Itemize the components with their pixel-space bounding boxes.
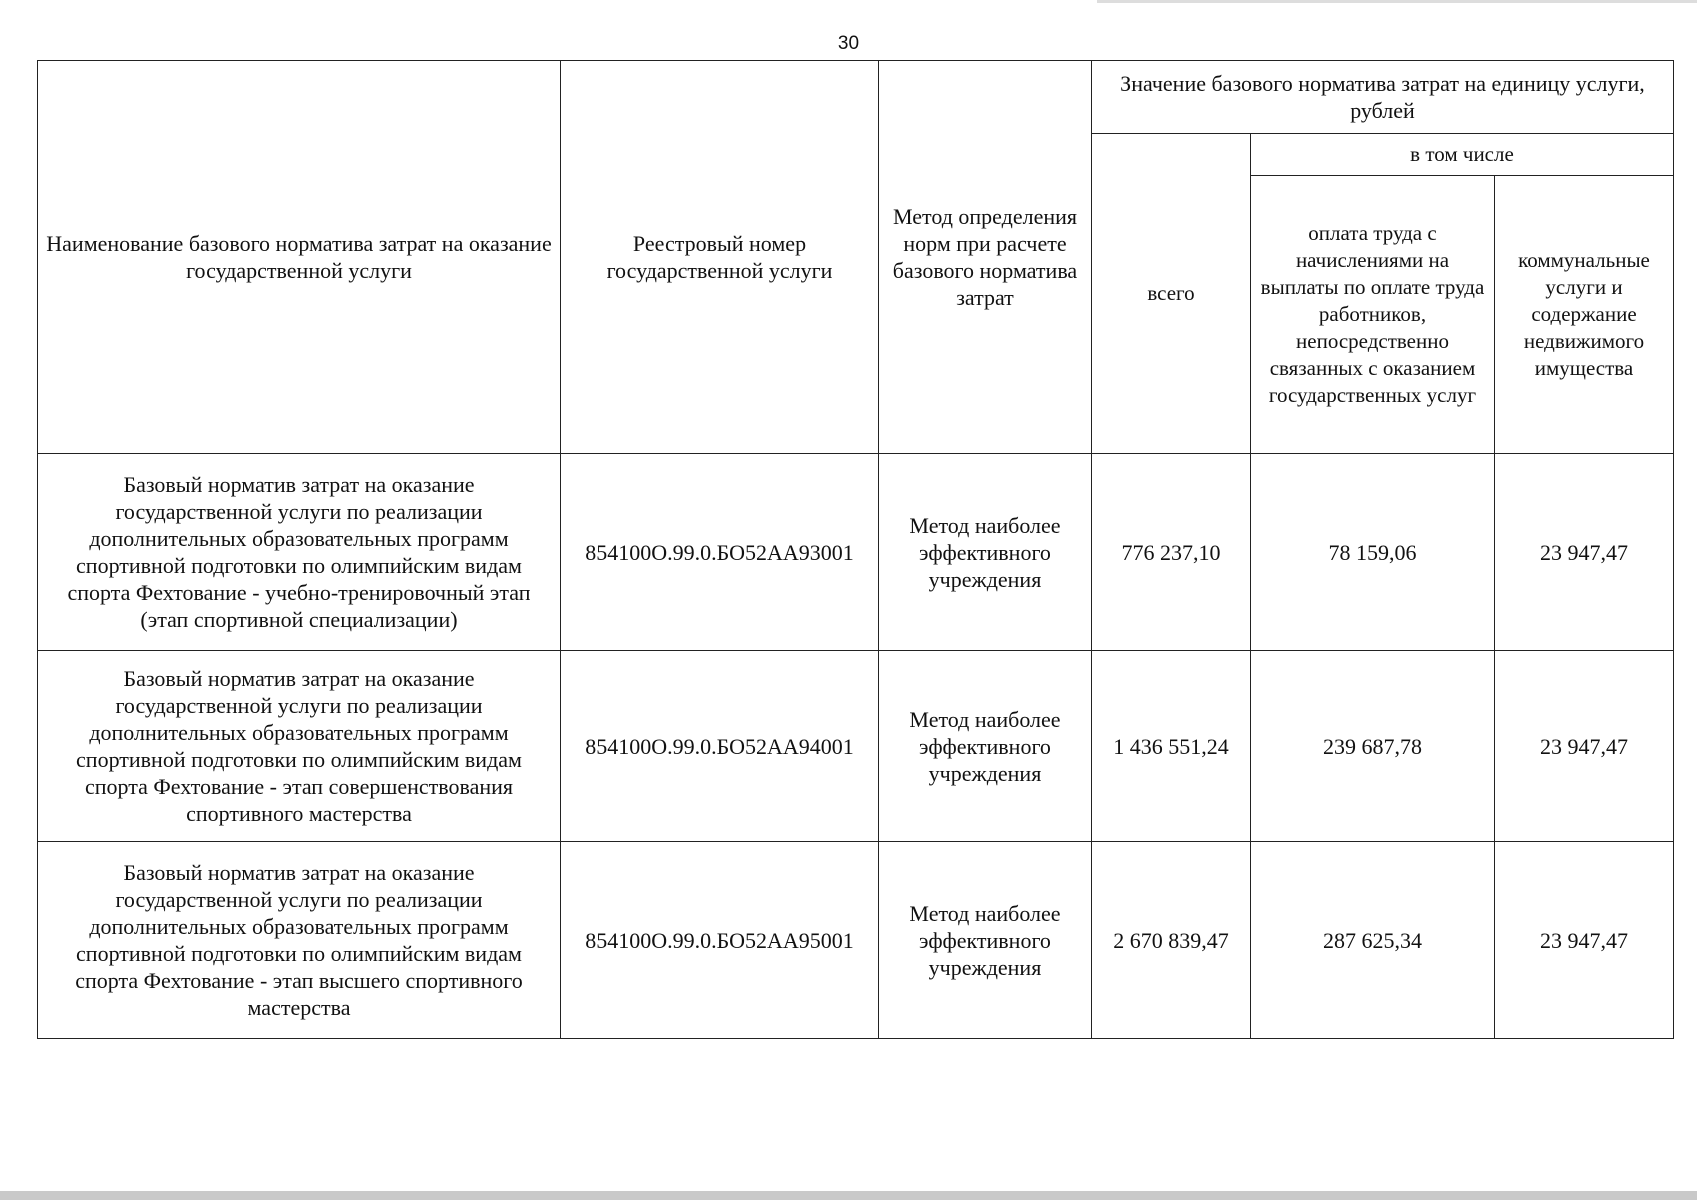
header-method: Метод определения норм при расчете базового норматива затрат bbox=[879, 61, 1092, 454]
row-method: Метод наиболее эффективного учреждения bbox=[879, 651, 1092, 842]
header-utilities: коммунальные услуги и содержание недвижимого имущества bbox=[1495, 176, 1674, 454]
scan-edge-mark bbox=[1097, 0, 1697, 3]
row-method: Метод наиболее эффективного учреждения bbox=[879, 454, 1092, 651]
row-method: Метод наиболее эффективного учреждения bbox=[879, 842, 1092, 1039]
row-utilities: 23 947,47 bbox=[1495, 454, 1674, 651]
header-name: Наименование базового норматива затрат на оказание государственной услуги bbox=[38, 61, 561, 454]
normative-costs-table bbox=[37, 60, 1674, 1039]
row-registry: 854100О.99.0.БО52АА94001 bbox=[561, 651, 879, 842]
row-labor: 239 687,78 bbox=[1251, 651, 1495, 842]
row-name: Базовый норматив затрат на оказание государственной услуги по реализации дополнительных образовательных программ спортивной подготовки по олимпийским видам спорта Фехтование - этап совершенствования спортивного мастерства bbox=[38, 651, 561, 842]
header-labor: оплата труда с начислениями на выплаты по оплате труда работников, непосредственно связанных с оказанием государственных услуг bbox=[1251, 176, 1495, 454]
row-name: Базовый норматив затрат на оказание государственной услуги по реализации дополнительных образовательных программ спортивной подготовки по олимпийским видам спорта Фехтование - учебно-тренировочный этап (этап спортивной специализации) bbox=[38, 454, 561, 651]
row-total: 1 436 551,24 bbox=[1092, 651, 1251, 842]
header-total: всего bbox=[1092, 134, 1251, 454]
row-registry: 854100О.99.0.БО52АА95001 bbox=[561, 842, 879, 1039]
page-number: 30 bbox=[837, 33, 860, 54]
table-row bbox=[38, 651, 1674, 842]
scan-bottom-strip bbox=[0, 1191, 1697, 1200]
header-including: в том числе bbox=[1251, 134, 1674, 176]
row-total: 2 670 839,47 bbox=[1092, 842, 1251, 1039]
row-labor: 78 159,06 bbox=[1251, 454, 1495, 651]
header-value-group: Значение базового норматива затрат на единицу услуги, рублей bbox=[1092, 61, 1674, 134]
row-registry: 854100О.99.0.БО52АА93001 bbox=[561, 454, 879, 651]
header-registry: Реестровый номер государственной услуги bbox=[561, 61, 879, 454]
row-utilities: 23 947,47 bbox=[1495, 651, 1674, 842]
table-row bbox=[38, 454, 1674, 651]
row-utilities: 23 947,47 bbox=[1495, 842, 1674, 1039]
row-name: Базовый норматив затрат на оказание государственной услуги по реализации дополнительных образовательных программ спортивной подготовки по олимпийским видам спорта Фехтование - этап высшего спортивного мастерства bbox=[38, 842, 561, 1039]
table-row bbox=[38, 842, 1674, 1039]
row-total: 776 237,10 bbox=[1092, 454, 1251, 651]
header-row-1 bbox=[38, 61, 1674, 134]
row-labor: 287 625,34 bbox=[1251, 842, 1495, 1039]
